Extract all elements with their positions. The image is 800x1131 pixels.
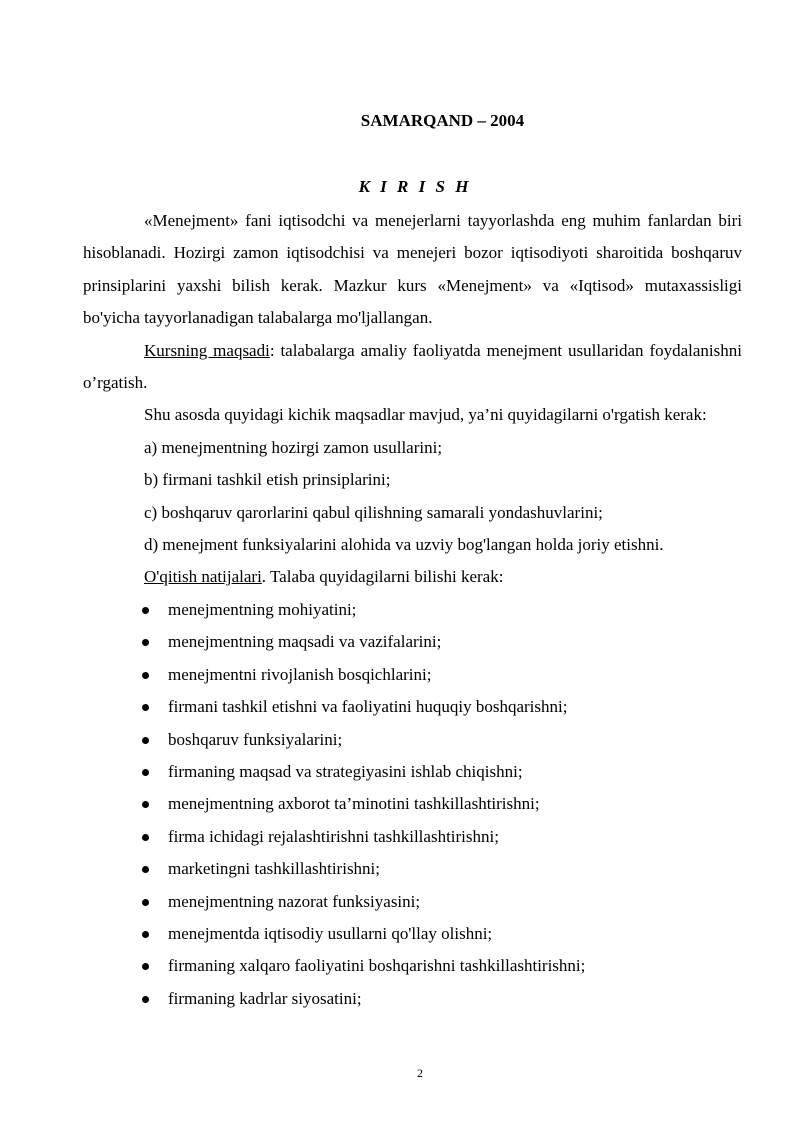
page-number: 2 bbox=[417, 1066, 423, 1080]
list-item-text: menejmentning mohiyatini; bbox=[168, 599, 357, 619]
bullet-icon bbox=[142, 769, 149, 776]
results-paragraph bbox=[83, 561, 742, 593]
list-item bbox=[83, 950, 742, 982]
section-title: K I R I S H bbox=[358, 177, 472, 196]
subgoals-intro: Shu asosda quyidagi kichik maqsadlar mavjud, ya’ni quyidagilarni o'rgatish kerak: bbox=[144, 405, 707, 425]
bullet-icon bbox=[142, 672, 149, 679]
bullet-icon bbox=[142, 931, 149, 938]
bullet-icon bbox=[142, 801, 149, 808]
list-item bbox=[83, 983, 742, 1015]
list-item-text: menejmentning nazorat funksiyasini; bbox=[168, 891, 421, 911]
list-item-text: firmaning xalqaro faoliyatini boshqarishni tashkillashtirishni; bbox=[168, 956, 586, 976]
intro-paragraph: «Menejment» fani iqtisodchi va menejerlarni tayyorlashda eng muhim fanlardan biri hisoblanadi. Hozirgi zamon iqtisodchisi va menejeri bozor iqtisodiyoti sharoitida boshqaruv prinsiplarini yaxshi bilish kerak. Mazkur kurs «Menejment» va «Iqtisod» mutaxassisligi bo'yicha tayyorlanadigan talabalarga mo'ljallangan. bbox=[83, 211, 742, 328]
bullet-icon bbox=[142, 704, 149, 711]
list-item-text: firma ichidagi rejalashtirishni tashkillashtirishni; bbox=[168, 826, 499, 846]
bullet-icon bbox=[142, 834, 149, 841]
list-item bbox=[83, 853, 742, 885]
list-item-text: marketingni tashkillashtirishni; bbox=[168, 859, 381, 879]
goal-paragraph bbox=[83, 335, 742, 400]
list-item-text: menejmentning maqsadi va vazifalarini; bbox=[168, 632, 442, 652]
bullet-icon bbox=[142, 607, 149, 614]
document-body bbox=[83, 205, 742, 1015]
results-text: . Talaba quyidagilarni bilishi kerak: bbox=[261, 567, 504, 587]
goal-label: Kursning maqsadi bbox=[144, 340, 270, 360]
list-item bbox=[83, 918, 742, 950]
bullet-icon bbox=[142, 899, 149, 906]
bullet-icon bbox=[142, 866, 149, 873]
bullet-icon bbox=[142, 737, 149, 744]
list-item bbox=[83, 788, 742, 820]
list-item-text: menejmentning axborot ta’minotini tashkillashtirishni; bbox=[168, 794, 540, 814]
list-item bbox=[83, 724, 742, 756]
list-item-text: boshqaruv funksiyalarini; bbox=[168, 729, 343, 749]
subgoal-item: d) menejment funksiyalarini alohida va uzviy bog'langan holda joriy etishni. bbox=[144, 535, 664, 555]
list-item-text: firmani tashkil etishni va faoliyatini huquqiy boshqarishni; bbox=[168, 697, 568, 717]
results-bullet-list bbox=[83, 594, 742, 1015]
list-item bbox=[83, 821, 742, 853]
list-item bbox=[83, 756, 742, 788]
list-item-text: menejmentda iqtisodiy usullarni qo'llay olishni; bbox=[168, 923, 493, 943]
goal-text: : talabalarga amaliy faoliyatda menejment usullaridan foydalanishni o’rgatish. bbox=[83, 340, 742, 393]
list-item-text: firmaning kadrlar siyosatini; bbox=[168, 988, 362, 1008]
list-item bbox=[83, 691, 742, 723]
subgoal-item: b) firmani tashkil etish prinsiplarini; bbox=[144, 470, 391, 490]
list-item bbox=[83, 659, 742, 691]
bullet-icon bbox=[142, 963, 149, 970]
list-item bbox=[83, 594, 742, 626]
results-label: O'qitish natijalari bbox=[144, 567, 262, 587]
bullet-icon bbox=[142, 996, 149, 1003]
list-item bbox=[83, 626, 742, 658]
subgoal-item: c) boshqaruv qarorlarini qabul qilishning samarali yondashuvlarini; bbox=[144, 502, 603, 522]
bullet-icon bbox=[142, 639, 149, 646]
list-item bbox=[83, 886, 742, 918]
list-item-text: firmaning maqsad va strategiyasini ishlab chiqishni; bbox=[168, 761, 523, 781]
subgoal-item: a) menejmentning hozirgi zamon usullarini; bbox=[144, 437, 443, 457]
list-item-text: menejmentni rivojlanish bosqichlarini; bbox=[168, 664, 432, 684]
document-header-title: SAMARQAND – 2004 bbox=[360, 111, 525, 130]
